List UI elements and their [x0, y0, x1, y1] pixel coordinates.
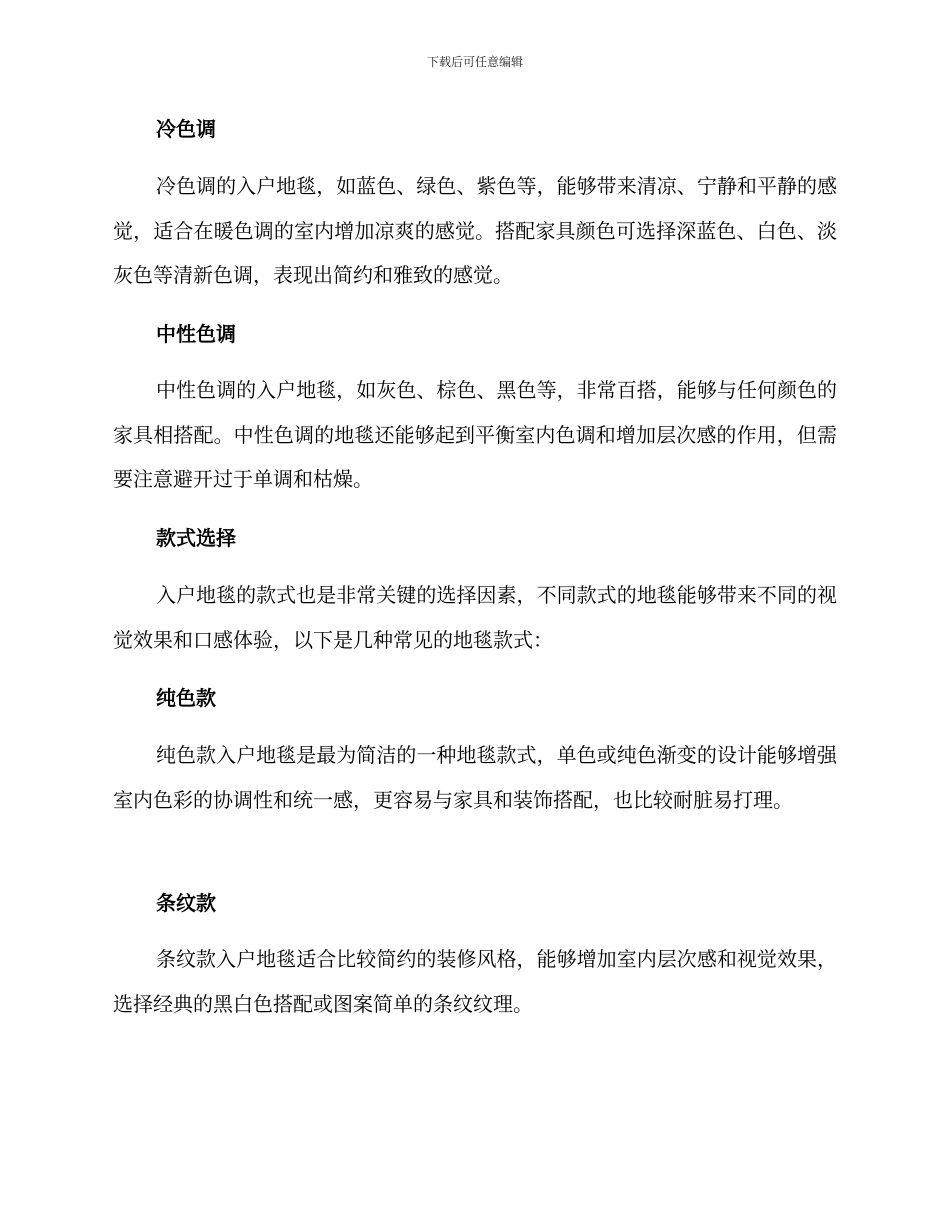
section-paragraph-style-choice: 入户地毯的款式也是非常关键的选择因素，不同款式的地毯能够带来不同的视觉效果和口感体验，以下是几种常见的地毯款式：: [113, 583, 837, 652]
section-paragraph-neutral-tones: 中性色调的入户地毯，如灰色、棕色、黑色等，非常百搭，能够与任何颜色的家具相搭配。中性色调的地毯还能够起到平衡室内色调和增加层次感的作用，但需要注意避开过于单调和枯燥。: [113, 378, 837, 491]
section-heading-neutral-tones: 中性色调: [156, 322, 236, 346]
section-heading-solid-color: 纯色款: [156, 686, 216, 710]
section-paragraph-solid-color: 纯色款入户地毯是最为简洁的一种地毯款式，单色或纯色渐变的设计能够增强室内色彩的协调性和统一感，更容易与家具和装饰搭配，也比较耐脏易打理。: [113, 743, 837, 812]
section-paragraph-cool-tones: 冷色调的入户地毯，如蓝色、绿色、紫色等，能够带来清凉、宁静和平静的感觉，适合在暖色调的室内增加凉爽的感觉。搭配家具颜色可选择深蓝色、白色、淡灰色等清新色调，表现出简约和雅致的感觉。: [113, 174, 837, 287]
section-heading-striped: 条纹款: [156, 891, 216, 915]
header-note: 下载后可任意编辑: [426, 55, 523, 69]
section-paragraph-striped: 条纹款入户地毯适合比较简约的装修风格，能够增加室内层次感和视觉效果，选择经典的黑白色搭配或图案简单的条纹纹理。: [113, 947, 837, 1016]
section-heading-cool-tones: 冷色调: [156, 117, 216, 141]
section-heading-style-choice: 款式选择: [156, 526, 236, 550]
